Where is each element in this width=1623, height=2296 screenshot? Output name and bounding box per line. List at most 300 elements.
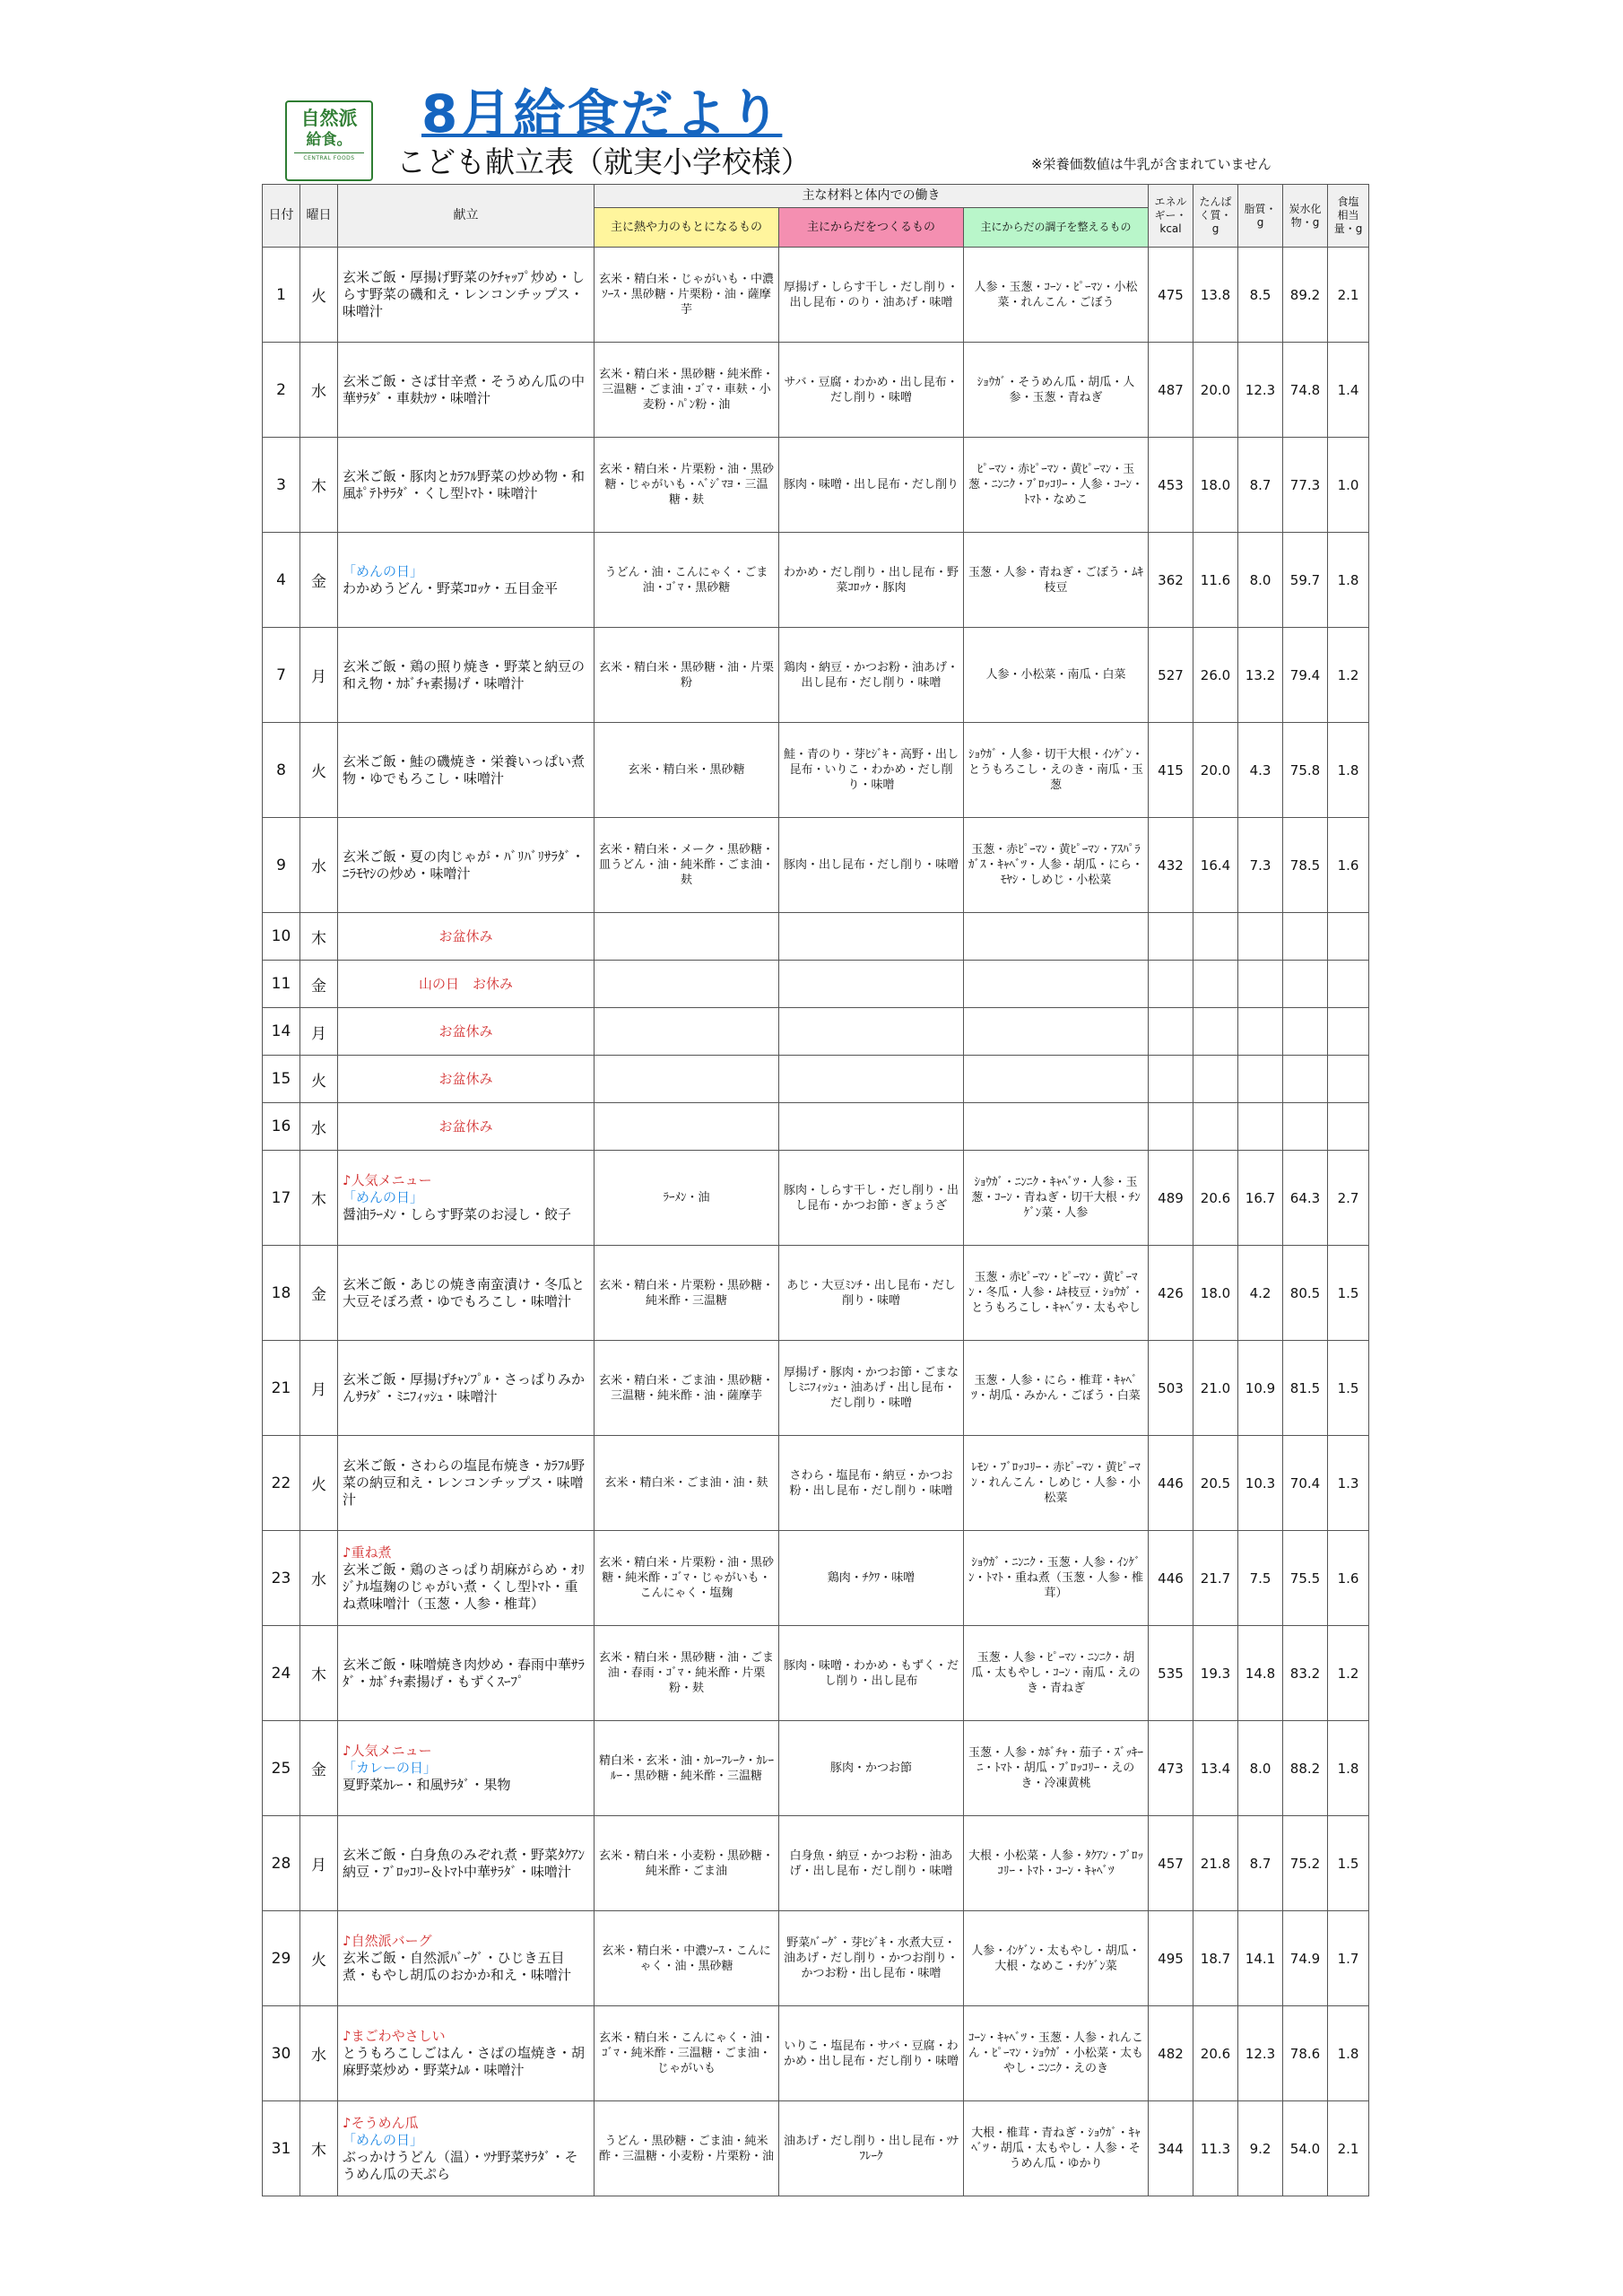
menu-dishes: 玄米ご飯・味噌焼き肉炒め・春雨中華ｻﾗﾀﾞ・ｶﾎﾞﾁｬ素揚げ・もずくｽｰﾌﾟ xyxy=(343,1656,586,1690)
carb-value: 54.0 xyxy=(1283,2101,1328,2196)
empty-cell xyxy=(1149,1056,1193,1103)
empty-cell xyxy=(1328,1056,1369,1103)
fat-value: 8.0 xyxy=(1238,533,1283,628)
protein-value: 16.4 xyxy=(1193,818,1238,913)
carb-value: 78.6 xyxy=(1283,2006,1328,2101)
menu-dishes: 夏野菜ｶﾚｰ・和風ｻﾗﾀﾞ・果物 xyxy=(343,1777,511,1793)
header-materials: 主な材料と体内での働き xyxy=(595,185,1149,208)
weekday-cell: 月 xyxy=(300,1008,338,1056)
menu-cell xyxy=(338,913,595,961)
header-protein: たんぱく質・g xyxy=(1193,185,1238,248)
table-row xyxy=(263,1008,1369,1056)
regulating-foods-cell: 玉葱・赤ﾋﾟｰﾏﾝ・黄ﾋﾟｰﾏﾝ・ｱｽﾊﾟﾗｶﾞｽ・ｷｬﾍﾞﾂ・人参・胡瓜・にら・ﾓﾔｼ・しめじ・小松菜 xyxy=(964,818,1149,913)
day-cell: 23 xyxy=(263,1531,300,1626)
salt-value: 2.1 xyxy=(1328,2101,1369,2196)
table-row xyxy=(263,533,1369,628)
carb-value: 59.7 xyxy=(1283,533,1328,628)
weekday-cell: 木 xyxy=(300,1151,338,1246)
empty-cell xyxy=(595,1056,779,1103)
menu-dishes: 玄米ご飯・厚揚げ野菜のｹﾁｬｯﾌﾟ炒め・しらす野菜の磯和え・レンコンチップス・味噌汁 xyxy=(343,269,586,319)
menu-dishes: 玄米ご飯・夏の肉じゃが・ﾊﾞﾘﾊﾞﾘｻﾗﾀﾞ・ﾆﾗﾓﾔｼの炒め・味噌汁 xyxy=(343,848,586,882)
regulating-foods-cell: ｺｰﾝ・ｷｬﾍﾞﾂ・玉葱・人参・れんこん・ﾋﾟｰﾏﾝ・ｼｮｳｶﾞ・小松菜・太もやし・ﾆﾝﾆｸ・えのき xyxy=(964,2006,1149,2101)
weekday-cell: 金 xyxy=(300,961,338,1008)
table-row xyxy=(263,1341,1369,1436)
fat-value: 13.2 xyxy=(1238,628,1283,723)
page-subtitle: こども献立表（就実小学校様） xyxy=(396,144,811,179)
carb-value: 88.2 xyxy=(1283,1721,1328,1816)
day-cell: 2 xyxy=(263,343,300,438)
menu-cell xyxy=(338,1816,595,1911)
weekday-cell: 水 xyxy=(300,818,338,913)
salt-value: 1.6 xyxy=(1328,818,1369,913)
menu-dishes: 玄米ご飯・鶏の照り焼き・野菜と納豆の和え物・ｶﾎﾞﾁｬ素揚げ・味噌汁 xyxy=(343,657,586,691)
weekday-cell: 木 xyxy=(300,913,338,961)
table-row xyxy=(263,1103,1369,1151)
header-group-condition: 主にからだの調子を整えるもの xyxy=(964,208,1149,248)
carb-value: 83.2 xyxy=(1283,1626,1328,1721)
empty-cell xyxy=(1193,1056,1238,1103)
carb-value: 70.4 xyxy=(1283,1436,1328,1531)
weekday-cell: 火 xyxy=(300,1056,338,1103)
energy-value: 527 xyxy=(1149,628,1193,723)
energy-foods-cell: 玄米・精白米・ごま油・黒砂糖・三温糖・純米酢・油・薩摩芋 xyxy=(595,1341,779,1436)
header-menu: 献立 xyxy=(338,185,595,248)
carb-value: 75.2 xyxy=(1283,1816,1328,1911)
empty-cell xyxy=(1149,961,1193,1008)
day-cell: 25 xyxy=(263,1721,300,1816)
body-building-foods-cell: 厚揚げ・豚肉・かつお節・ごまなしﾐﾆﾌｨｯｼｭ・油あげ・出し昆布・だし削り・味噌 xyxy=(779,1341,964,1436)
regulating-foods-cell: ｼｮｳｶﾞ・人参・切干大根・ｲﾝｹﾞﾝ・とうもろこし・えのき・南瓜・玉葱 xyxy=(964,723,1149,818)
salt-value: 1.8 xyxy=(1328,723,1369,818)
body-building-foods-cell: 野菜ﾊﾞｰｸﾞ・芽ﾋｼﾞｷ・水煮大豆・油あげ・だし削り・かつお削り・かつお粉・出し昆布・味噌 xyxy=(779,1911,964,2006)
menu-cell xyxy=(338,343,595,438)
table-row xyxy=(263,1151,1369,1246)
empty-cell xyxy=(1238,1056,1283,1103)
protein-value: 13.8 xyxy=(1193,248,1238,343)
energy-foods-cell: 玄米・精白米・小麦粉・黒砂糖・純米酢・ごま油 xyxy=(595,1816,779,1911)
salt-value: 1.3 xyxy=(1328,1436,1369,1531)
body-building-foods-cell: 白身魚・納豆・かつお粉・油あげ・出し昆布・だし削り・味噌 xyxy=(779,1816,964,1911)
weekday-cell: 木 xyxy=(300,1626,338,1721)
empty-cell xyxy=(1328,1008,1369,1056)
salt-value: 1.6 xyxy=(1328,1531,1369,1626)
header-group-body: 主にからだをつくるもの xyxy=(779,208,964,248)
menu-cell xyxy=(338,438,595,533)
table-row xyxy=(263,1911,1369,2006)
header-salt: 食塩相当量・g xyxy=(1328,185,1369,248)
menu-cell xyxy=(338,1008,595,1056)
energy-value: 426 xyxy=(1149,1246,1193,1341)
empty-cell xyxy=(964,961,1149,1008)
menu-dishes: 玄米ご飯・厚揚げﾁｬﾝﾌﾟﾙ・さっぱりみかんｻﾗﾀﾞ・ﾐﾆﾌｨｯｼｭ・味噌汁 xyxy=(343,1370,586,1405)
weekday-cell: 金 xyxy=(300,1246,338,1341)
fat-value: 8.0 xyxy=(1238,1721,1283,1816)
protein-value: 21.7 xyxy=(1193,1531,1238,1626)
salt-value: 2.7 xyxy=(1328,1151,1369,1246)
logo-line2: 給食。 xyxy=(306,131,352,149)
menu-cell xyxy=(338,1246,595,1341)
energy-foods-cell: 玄米・精白米・ごま油・油・麸 xyxy=(595,1436,779,1531)
day-cell: 21 xyxy=(263,1341,300,1436)
regulating-foods-cell: 大根・小松菜・人参・ﾀｸｱﾝ・ﾌﾞﾛｯｺﾘｰ・ﾄﾏﾄ・ｺｰﾝ・ｷｬﾍﾞﾂ xyxy=(964,1816,1149,1911)
menu-dishes: 玄米ご飯・あじの焼き南蛮漬け・冬瓜と大豆そぼろ煮・ゆでもろこし・味噌汁 xyxy=(343,1275,586,1309)
body-building-foods-cell: 鮭・青のり・芽ﾋｼﾞｷ・高野・出し昆布・いりこ・わかめ・だし削り・味噌 xyxy=(779,723,964,818)
salt-value: 1.4 xyxy=(1328,343,1369,438)
energy-value: 495 xyxy=(1149,1911,1193,2006)
menu-dishes: 玄米ご飯・鶏のさっぱり胡麻がらめ・ｵﾘｼﾞﾅﾙ塩麹のじゃがい煮・くし型ﾄﾏﾄ・重ね煮味噌汁（玉葱・人参・椎茸） xyxy=(343,1561,586,1612)
protein-value: 21.0 xyxy=(1193,1341,1238,1436)
menu-cell xyxy=(338,1056,595,1103)
protein-value: 18.0 xyxy=(1193,438,1238,533)
salt-value: 1.2 xyxy=(1328,1626,1369,1721)
holiday-label: お盆休み xyxy=(438,1022,493,1039)
protein-value: 19.3 xyxy=(1193,1626,1238,1721)
table-row xyxy=(263,1816,1369,1911)
energy-foods-cell: 玄米・精白米・中濃ｿｰｽ・こんにゃく・油・黒砂糖 xyxy=(595,1911,779,2006)
energy-value: 453 xyxy=(1149,438,1193,533)
day-cell: 29 xyxy=(263,1911,300,2006)
fat-value: 9.2 xyxy=(1238,2101,1283,2196)
table-row xyxy=(263,1626,1369,1721)
protein-value: 20.0 xyxy=(1193,343,1238,438)
protein-value: 20.0 xyxy=(1193,723,1238,818)
empty-cell xyxy=(1328,1103,1369,1151)
salt-value: 1.0 xyxy=(1328,438,1369,533)
day-cell: 3 xyxy=(263,438,300,533)
day-cell: 9 xyxy=(263,818,300,913)
empty-cell xyxy=(779,961,964,1008)
weekday-cell: 木 xyxy=(300,2101,338,2196)
protein-value: 18.0 xyxy=(1193,1246,1238,1341)
empty-cell xyxy=(1238,961,1283,1008)
menu-cell xyxy=(338,961,595,1008)
weekday-cell: 金 xyxy=(300,533,338,628)
fat-value: 16.7 xyxy=(1238,1151,1283,1246)
carb-value: 74.9 xyxy=(1283,1911,1328,2006)
weekday-cell: 水 xyxy=(300,343,338,438)
empty-cell xyxy=(1238,1103,1283,1151)
protein-value: 20.6 xyxy=(1193,2006,1238,2101)
menu-dishes: 玄米ご飯・さば甘辛煮・そうめん瓜の中華ｻﾗﾀﾞ・車麸ｶﾂ・味噌汁 xyxy=(343,372,586,406)
regulating-foods-cell: 玉葱・人参・ﾋﾟｰﾏﾝ・ﾆﾝﾆｸ・胡瓜・太もやし・ｺｰﾝ・南瓜・えのき・青ねぎ xyxy=(964,1626,1149,1721)
empty-cell xyxy=(964,1008,1149,1056)
energy-foods-cell: 精白米・玄米・油・ｶﾚｰﾌﾚｰｸ・ｶﾚｰﾙｰ・黒砂糖・純米酢・三温糖 xyxy=(595,1721,779,1816)
carb-value: 74.8 xyxy=(1283,343,1328,438)
energy-foods-cell: うどん・黒砂糖・ごま油・純米酢・三温糖・小麦粉・片栗粉・油 xyxy=(595,2101,779,2196)
nutrition-note: ※栄養価数値は牛乳が含まれていません xyxy=(1031,156,1271,172)
body-building-foods-cell: あじ・大豆ﾐﾝﾁ・出し昆布・だし削り・味噌 xyxy=(779,1246,964,1341)
menu-dishes: 玄米ご飯・白身魚のみぞれ煮・野菜ﾀｸｱﾝ納豆・ﾌﾞﾛｯｺﾘｰ＆ﾄﾏﾄ中華ｻﾗﾀﾞ・味噌汁 xyxy=(343,1846,586,1880)
empty-cell xyxy=(1238,1008,1283,1056)
menu-highlight-label: ♪まごわやさしい xyxy=(343,2028,446,2044)
table-row xyxy=(263,438,1369,533)
menu-dishes: 玄米ご飯・豚肉とｶﾗﾌﾙ野菜の炒め物・和風ﾎﾟﾃﾄｻﾗﾀﾞ・くし型ﾄﾏﾄ・味噌汁 xyxy=(343,467,586,501)
energy-value: 489 xyxy=(1149,1151,1193,1246)
regulating-foods-cell: ﾋﾟｰﾏﾝ・赤ﾋﾟｰﾏﾝ・黄ﾋﾟｰﾏﾝ・玉葱・ﾆﾝﾆｸ・ﾌﾞﾛｯｺﾘｰ・人参・ｺｰﾝ・ﾄﾏﾄ・なめこ xyxy=(964,438,1149,533)
empty-cell xyxy=(964,1056,1149,1103)
menu-dishes: ぶっかけうどん（温）・ﾂﾅ野菜ｻﾗﾀﾞ・そうめん瓜の天ぷら xyxy=(343,2148,578,2182)
table-row xyxy=(263,723,1369,818)
holiday-label: お盆休み xyxy=(438,1118,493,1135)
body-building-foods-cell: サバ・豆腐・わかめ・出し昆布・だし削り・味噌 xyxy=(779,343,964,438)
protein-value: 26.0 xyxy=(1193,628,1238,723)
empty-cell xyxy=(1149,1103,1193,1151)
menu-dishes: とうもろこしごはん・さばの塩焼き・胡麻野菜炒め・野菜ﾅﾑﾙ・味噌汁 xyxy=(343,2045,586,2078)
table-row xyxy=(263,1436,1369,1531)
day-cell: 1 xyxy=(263,248,300,343)
header-dow: 曜日 xyxy=(300,185,338,248)
weekday-cell: 木 xyxy=(300,438,338,533)
empty-cell xyxy=(1283,961,1328,1008)
energy-foods-cell: 玄米・精白米・片栗粉・黒砂糖・純米酢・三温糖 xyxy=(595,1246,779,1341)
table-row xyxy=(263,1056,1369,1103)
empty-cell xyxy=(595,913,779,961)
body-building-foods-cell: 鶏肉・納豆・かつお粉・油あげ・出し昆布・だし削り・味噌 xyxy=(779,628,964,723)
menu-dishes: わかめうどん・野菜ｺﾛｯｹ・五目金平 xyxy=(343,579,559,596)
weekday-cell: 火 xyxy=(300,1911,338,2006)
menu-dishes: 玄米ご飯・さわらの塩昆布焼き・ｶﾗﾌﾙ野菜の納豆和え・レンコンチップス・味噌汁 xyxy=(343,1457,586,1508)
protein-value: 11.6 xyxy=(1193,533,1238,628)
energy-value: 487 xyxy=(1149,343,1193,438)
fat-value: 12.3 xyxy=(1238,343,1283,438)
header-day: 日付 xyxy=(263,185,300,248)
energy-foods-cell: うどん・油・こんにゃく・ごま油・ｺﾞﾏ・黒砂糖 xyxy=(595,533,779,628)
empty-cell xyxy=(595,1103,779,1151)
carb-value: 89.2 xyxy=(1283,248,1328,343)
empty-cell xyxy=(1193,1103,1238,1151)
menu-cell xyxy=(338,1151,595,1246)
menu-cell xyxy=(338,2006,595,2101)
table-row xyxy=(263,818,1369,913)
table-row xyxy=(263,343,1369,438)
energy-value: 446 xyxy=(1149,1531,1193,1626)
menu-table xyxy=(262,184,1369,2196)
logo-line3: CENTRAL FOODS xyxy=(294,152,364,161)
menu-cell xyxy=(338,723,595,818)
day-cell: 15 xyxy=(263,1056,300,1103)
empty-cell xyxy=(779,1103,964,1151)
energy-foods-cell: 玄米・精白米・こんにゃく・油・ｺﾞﾏ・純米酢・三温糖・ごま油・じゃがいも xyxy=(595,2006,779,2101)
fat-value: 4.2 xyxy=(1238,1246,1283,1341)
day-cell: 11 xyxy=(263,961,300,1008)
menu-highlight-label: ♪重ね煮 xyxy=(343,1544,392,1561)
menu-theme-label: 「めんの日」 xyxy=(343,1189,424,1205)
menu-cell xyxy=(338,818,595,913)
weekday-cell: 火 xyxy=(300,723,338,818)
fat-value: 10.3 xyxy=(1238,1436,1283,1531)
weekday-cell: 金 xyxy=(300,1721,338,1816)
regulating-foods-cell: 玉葱・人参・ｶﾎﾞﾁｬ・茄子・ｽﾞｯｷｰﾆ・ﾄﾏﾄ・胡瓜・ﾌﾞﾛｯｺﾘｰ・えのき・冷凍黄桃 xyxy=(964,1721,1149,1816)
weekday-cell: 月 xyxy=(300,1341,338,1436)
table-row xyxy=(263,2006,1369,2101)
menu-highlight-label: ♪自然派バーグ xyxy=(343,1933,432,1949)
salt-value: 1.5 xyxy=(1328,1246,1369,1341)
protein-value: 20.5 xyxy=(1193,1436,1238,1531)
menu-cell xyxy=(338,1911,595,2006)
salt-value: 1.8 xyxy=(1328,533,1369,628)
menu-cell xyxy=(338,2101,595,2196)
protein-value: 18.7 xyxy=(1193,1911,1238,2006)
table-row xyxy=(263,248,1369,343)
salt-value: 1.8 xyxy=(1328,2006,1369,2101)
weekday-cell: 水 xyxy=(300,1531,338,1626)
day-cell: 8 xyxy=(263,723,300,818)
fat-value: 14.1 xyxy=(1238,1911,1283,2006)
empty-cell xyxy=(1283,1008,1328,1056)
empty-cell xyxy=(779,913,964,961)
energy-foods-cell: ﾗｰﾒﾝ・油 xyxy=(595,1151,779,1246)
regulating-foods-cell: 玉葱・人参・青ねぎ・ごぼう・ﾑｷ枝豆 xyxy=(964,533,1149,628)
carb-value: 79.4 xyxy=(1283,628,1328,723)
protein-value: 20.6 xyxy=(1193,1151,1238,1246)
menu-cell xyxy=(338,628,595,723)
menu-cell xyxy=(338,1436,595,1531)
fat-value: 7.3 xyxy=(1238,818,1283,913)
holiday-label: お盆休み xyxy=(438,1070,493,1087)
header-group-energy: 主に熱や力のもとになるもの xyxy=(595,208,779,248)
body-building-foods-cell: 鶏肉・ﾁｸﾜ・味噌 xyxy=(779,1531,964,1626)
body-building-foods-cell: 厚揚げ・しらす干し・だし削り・出し昆布・のり・油あげ・味噌 xyxy=(779,248,964,343)
salt-value: 1.7 xyxy=(1328,1911,1369,2006)
day-cell: 30 xyxy=(263,2006,300,2101)
day-cell: 4 xyxy=(263,533,300,628)
regulating-foods-cell: 人参・玉葱・ｺｰﾝ・ﾋﾟｰﾏﾝ・小松菜・れんこん・ごぼう xyxy=(964,248,1149,343)
regulating-foods-cell: 玉葱・人参・にら・椎茸・ｷｬﾍﾞﾂ・胡瓜・みかん・ごぼう・白菜 xyxy=(964,1341,1149,1436)
energy-foods-cell: 玄米・精白米・じゃがいも・中濃ｿｰｽ・黒砂糖・片栗粉・油・薩摩芋 xyxy=(595,248,779,343)
carb-value: 80.5 xyxy=(1283,1246,1328,1341)
body-building-foods-cell: わかめ・だし削り・出し昆布・野菜ｺﾛｯｹ・豚肉 xyxy=(779,533,964,628)
empty-cell xyxy=(1149,1008,1193,1056)
regulating-foods-cell: ｼｮｳｶﾞ・そうめん瓜・胡瓜・人参・玉葱・青ねぎ xyxy=(964,343,1149,438)
regulating-foods-cell: ｼｮｳｶﾞ・ﾆﾝﾆｸ・玉葱・人参・ｲﾝｹﾞﾝ・ﾄﾏﾄ・重ね煮（玉葱・人参・椎茸） xyxy=(964,1531,1149,1626)
fat-value: 8.7 xyxy=(1238,438,1283,533)
menu-cell xyxy=(338,1103,595,1151)
holiday-label: 山の日 お休み xyxy=(418,975,513,992)
menu-theme-label: 「めんの日」 xyxy=(343,2131,424,2148)
protein-value: 21.8 xyxy=(1193,1816,1238,1911)
day-cell: 14 xyxy=(263,1008,300,1056)
energy-value: 473 xyxy=(1149,1721,1193,1816)
day-cell: 10 xyxy=(263,913,300,961)
table-row xyxy=(263,1246,1369,1341)
energy-foods-cell: 玄米・精白米・黒砂糖・油・片栗粉 xyxy=(595,628,779,723)
menu-highlight-label: ♪そうめん瓜 xyxy=(343,2114,419,2131)
fat-value: 4.3 xyxy=(1238,723,1283,818)
day-cell: 31 xyxy=(263,2101,300,2196)
fat-value: 12.3 xyxy=(1238,2006,1283,2101)
brand-logo xyxy=(285,100,373,181)
empty-cell xyxy=(1149,913,1193,961)
energy-value: 446 xyxy=(1149,1436,1193,1531)
header-energy: エネルギー・kcal xyxy=(1149,185,1193,248)
body-building-foods-cell: いりこ・塩昆布・サバ・豆腐・わかめ・出し昆布・だし削り・味噌 xyxy=(779,2006,964,2101)
energy-value: 475 xyxy=(1149,248,1193,343)
empty-cell xyxy=(1283,913,1328,961)
day-cell: 28 xyxy=(263,1816,300,1911)
table-row xyxy=(263,913,1369,961)
energy-foods-cell: 玄米・精白米・黒砂糖・油・ごま油・春雨・ｺﾞﾏ・純米酢・片栗粉・麸 xyxy=(595,1626,779,1721)
weekday-cell: 月 xyxy=(300,628,338,723)
empty-cell xyxy=(1328,913,1369,961)
energy-value: 503 xyxy=(1149,1341,1193,1436)
salt-value: 1.5 xyxy=(1328,1816,1369,1911)
carb-value: 64.3 xyxy=(1283,1151,1328,1246)
protein-value: 11.3 xyxy=(1193,2101,1238,2196)
energy-foods-cell: 玄米・精白米・片栗粉・油・黒砂糖・じゃがいも・ﾍﾞｼﾞﾏﾖ・三温糖・麸 xyxy=(595,438,779,533)
menu-highlight-label: ♪人気メニュー xyxy=(343,1743,432,1759)
fat-value: 7.5 xyxy=(1238,1531,1283,1626)
empty-cell xyxy=(1283,1103,1328,1151)
body-building-foods-cell: さわら・塩昆布・納豆・かつお粉・出し昆布・だし削り・味噌 xyxy=(779,1436,964,1531)
day-cell: 16 xyxy=(263,1103,300,1151)
day-cell: 18 xyxy=(263,1246,300,1341)
table-row xyxy=(263,961,1369,1008)
weekday-cell: 水 xyxy=(300,2006,338,2101)
body-building-foods-cell: 油あげ・だし削り・出し昆布・ﾂﾅﾌﾚｰｸ xyxy=(779,2101,964,2196)
table-row xyxy=(263,2101,1369,2196)
regulating-foods-cell: 玉葱・赤ﾋﾟｰﾏﾝ・ﾋﾟｰﾏﾝ・黄ﾋﾟｰﾏﾝ・冬瓜・人参・ﾑｷ枝豆・ｼｮｳｶﾞ・とうもろこし・ｷｬﾍﾞﾂ・太もやし xyxy=(964,1246,1149,1341)
energy-value: 415 xyxy=(1149,723,1193,818)
empty-cell xyxy=(1193,961,1238,1008)
fat-value: 14.8 xyxy=(1238,1626,1283,1721)
regulating-foods-cell: ﾚﾓﾝ・ﾌﾞﾛｯｺﾘｰ・赤ﾋﾟｰﾏﾝ・黄ﾋﾟｰﾏﾝ・れんこん・しめじ・人参・小松菜 xyxy=(964,1436,1149,1531)
protein-value: 13.4 xyxy=(1193,1721,1238,1816)
body-building-foods-cell: 豚肉・出し昆布・だし削り・味噌 xyxy=(779,818,964,913)
body-building-foods-cell: 豚肉・しらす干し・だし削り・出し昆布・かつお節・ぎょうざ xyxy=(779,1151,964,1246)
weekday-cell: 火 xyxy=(300,248,338,343)
menu-cell xyxy=(338,1721,595,1816)
salt-value: 1.8 xyxy=(1328,1721,1369,1816)
energy-value: 535 xyxy=(1149,1626,1193,1721)
empty-cell xyxy=(1193,1008,1238,1056)
table-row xyxy=(263,1721,1369,1816)
carb-value: 75.5 xyxy=(1283,1531,1328,1626)
energy-foods-cell: 玄米・精白米・黒砂糖・純米酢・三温糖・ごま油・ｺﾞﾏ・車麸・小麦粉・ﾊﾟﾝ粉・油 xyxy=(595,343,779,438)
salt-value: 1.5 xyxy=(1328,1341,1369,1436)
weekday-cell: 水 xyxy=(300,1103,338,1151)
regulating-foods-cell: 大根・椎茸・青ねぎ・ｼｮｳｶﾞ・ｷｬﾍﾞﾂ・胡瓜・太もやし・人参・そうめん瓜・ゆかり xyxy=(964,2101,1149,2196)
empty-cell xyxy=(595,1008,779,1056)
menu-cell xyxy=(338,1531,595,1626)
empty-cell xyxy=(779,1008,964,1056)
fat-value: 10.9 xyxy=(1238,1341,1283,1436)
regulating-foods-cell: 人参・ｲﾝｹﾞﾝ・太もやし・胡瓜・大根・なめこ・ﾁﾝｹﾞﾝ菜 xyxy=(964,1911,1149,2006)
page-title: 8月給食だより xyxy=(421,83,783,144)
menu-dishes: 醤油ﾗｰﾒﾝ・しらす野菜のお浸し・餃子 xyxy=(343,1206,572,1222)
menu-dishes: 玄米ご飯・鮭の磯焼き・栄養いっぱい煮物・ゆでもろこし・味噌汁 xyxy=(343,752,586,787)
day-cell: 7 xyxy=(263,628,300,723)
empty-cell xyxy=(964,1103,1149,1151)
menu-cell xyxy=(338,1626,595,1721)
header-carb: 炭水化物・g xyxy=(1283,185,1328,248)
day-cell: 24 xyxy=(263,1626,300,1721)
menu-theme-label: 「カレーの日」 xyxy=(343,1760,438,1776)
salt-value: 1.2 xyxy=(1328,628,1369,723)
menu-table-body xyxy=(263,248,1369,2196)
menu-cell xyxy=(338,533,595,628)
energy-foods-cell: 玄米・精白米・片栗粉・油・黒砂糖・純米酢・ｺﾞﾏ・じゃがいも・こんにゃく・塩麹 xyxy=(595,1531,779,1626)
empty-cell xyxy=(1238,913,1283,961)
logo-line1: 自然派 xyxy=(300,108,358,129)
menu-highlight-label: ♪人気メニュー xyxy=(343,1172,432,1188)
carb-value: 75.8 xyxy=(1283,723,1328,818)
energy-value: 482 xyxy=(1149,2006,1193,2101)
body-building-foods-cell: 豚肉・味噌・わかめ・もずく・だし削り・出し昆布 xyxy=(779,1626,964,1721)
table-row xyxy=(263,1531,1369,1626)
weekday-cell: 月 xyxy=(300,1816,338,1911)
empty-cell xyxy=(1193,913,1238,961)
table-row xyxy=(263,628,1369,723)
